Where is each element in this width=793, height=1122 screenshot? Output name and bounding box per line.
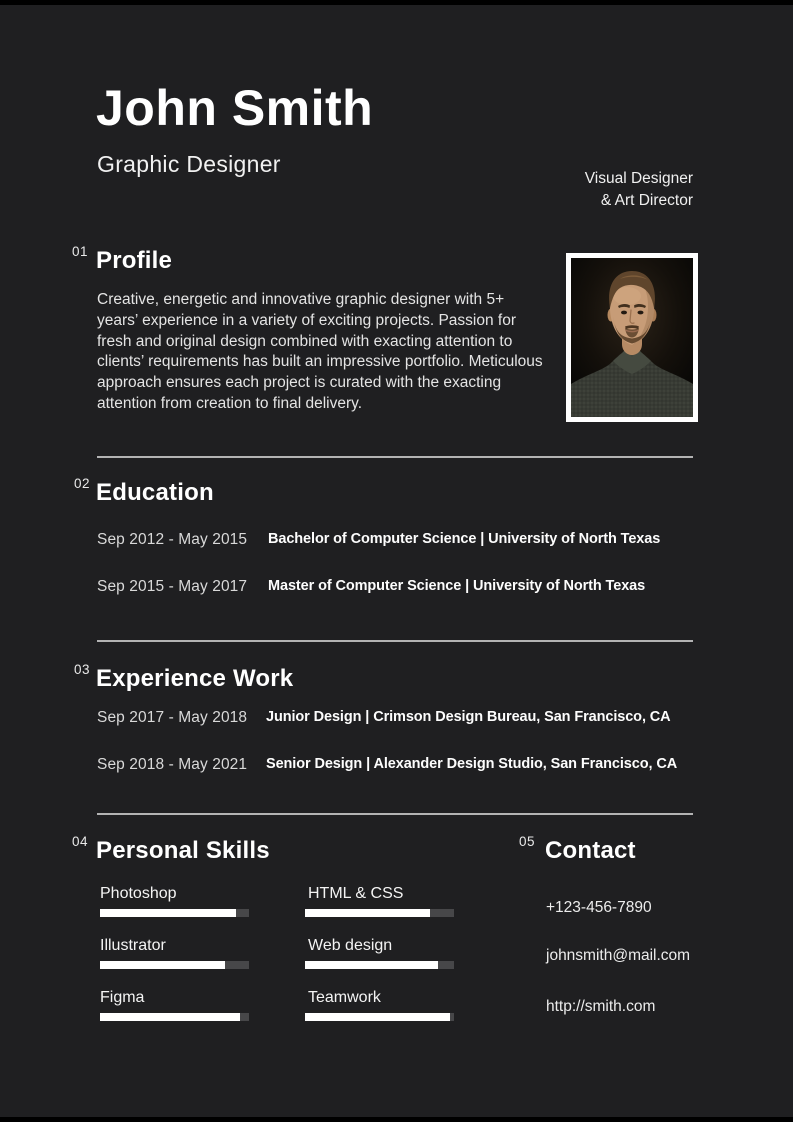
education-row-degree: Bachelor of Computer Science | University of North Texas	[268, 531, 661, 547]
experience-row-date: Sep 2017 - May 2018	[97, 709, 248, 726]
top-edge-bar	[0, 0, 793, 5]
education-section-number: 02	[74, 476, 91, 491]
divider-after-experience	[97, 813, 693, 815]
contact-website[interactable]: http://smith.com	[546, 998, 656, 1015]
skill-bar-track	[100, 1013, 249, 1021]
skill-bar-fill	[100, 961, 225, 969]
role-caption	[585, 168, 693, 211]
skill-bar-track	[305, 961, 454, 969]
education-row-degree: Master of Computer Science | University of North Texas	[268, 578, 646, 594]
skill-label: Figma	[100, 989, 145, 1006]
experience-section-heading: Experience Work	[96, 665, 294, 692]
skill-bar-fill	[305, 909, 430, 917]
divider-after-profile	[97, 456, 693, 458]
experience-row-position: Senior Design | Alexander Design Studio, San Francisco, CA	[266, 756, 678, 772]
experience-row-date: Sep 2018 - May 2021	[97, 756, 248, 773]
name-heading: John Smith	[96, 80, 374, 136]
skills-section-heading: Personal Skills	[96, 837, 270, 864]
skill-bar-fill	[100, 909, 236, 917]
role-caption-line1: Visual Designer	[584, 170, 693, 187]
education-row-date: Sep 2015 - May 2017	[97, 578, 248, 595]
profile-body-text: Creative, energetic and innovative graphic designer with 5+ years’ experience in a variety of exciting projects. Passion for fresh and original design combined with exacting attention to clients’ requirements has built an impressive portfolio. Meticulous approach ensures each project is curated with the exacting attention from creation to final delivery.	[97, 291, 543, 412]
education-row-date: Sep 2012 - May 2015	[97, 531, 248, 548]
skill-label: Illustrator	[100, 937, 166, 954]
skill-bar-track	[305, 909, 454, 917]
profile-section-heading: Profile	[96, 247, 173, 274]
contact-email[interactable]: johnsmith@mail.com	[546, 947, 691, 964]
contact-phone[interactable]: +123-456-7890	[546, 899, 652, 916]
skill-bar-track	[100, 909, 249, 917]
contact-section-heading: Contact	[545, 837, 636, 864]
skill-bar-track	[100, 961, 249, 969]
skill-bar-fill	[305, 961, 438, 969]
skill-bar-fill	[100, 1013, 240, 1021]
skill-label: Teamwork	[308, 989, 381, 1006]
experience-section-number: 03	[74, 662, 91, 677]
skill-label: HTML & CSS	[308, 885, 404, 902]
profile-photo	[566, 253, 698, 422]
role-caption-line2: & Art Director	[600, 191, 693, 209]
job-title: Graphic Designer	[97, 151, 281, 177]
skills-section-number: 04	[72, 834, 89, 849]
divider-after-education	[97, 640, 693, 642]
man-portrait-illustration	[571, 258, 693, 417]
contact-section-number: 05	[519, 834, 536, 849]
experience-row-position: Junior Design | Crimson Design Bureau, San Francisco, CA	[266, 709, 671, 725]
skill-label: Photoshop	[100, 885, 177, 902]
skill-label: Web design	[308, 937, 393, 954]
bottom-edge-bar	[0, 1117, 793, 1122]
education-section-heading: Education	[96, 479, 214, 506]
skill-bar-fill	[305, 1013, 450, 1021]
profile-section-number: 01	[72, 244, 89, 259]
skill-bar-track	[305, 1013, 454, 1021]
